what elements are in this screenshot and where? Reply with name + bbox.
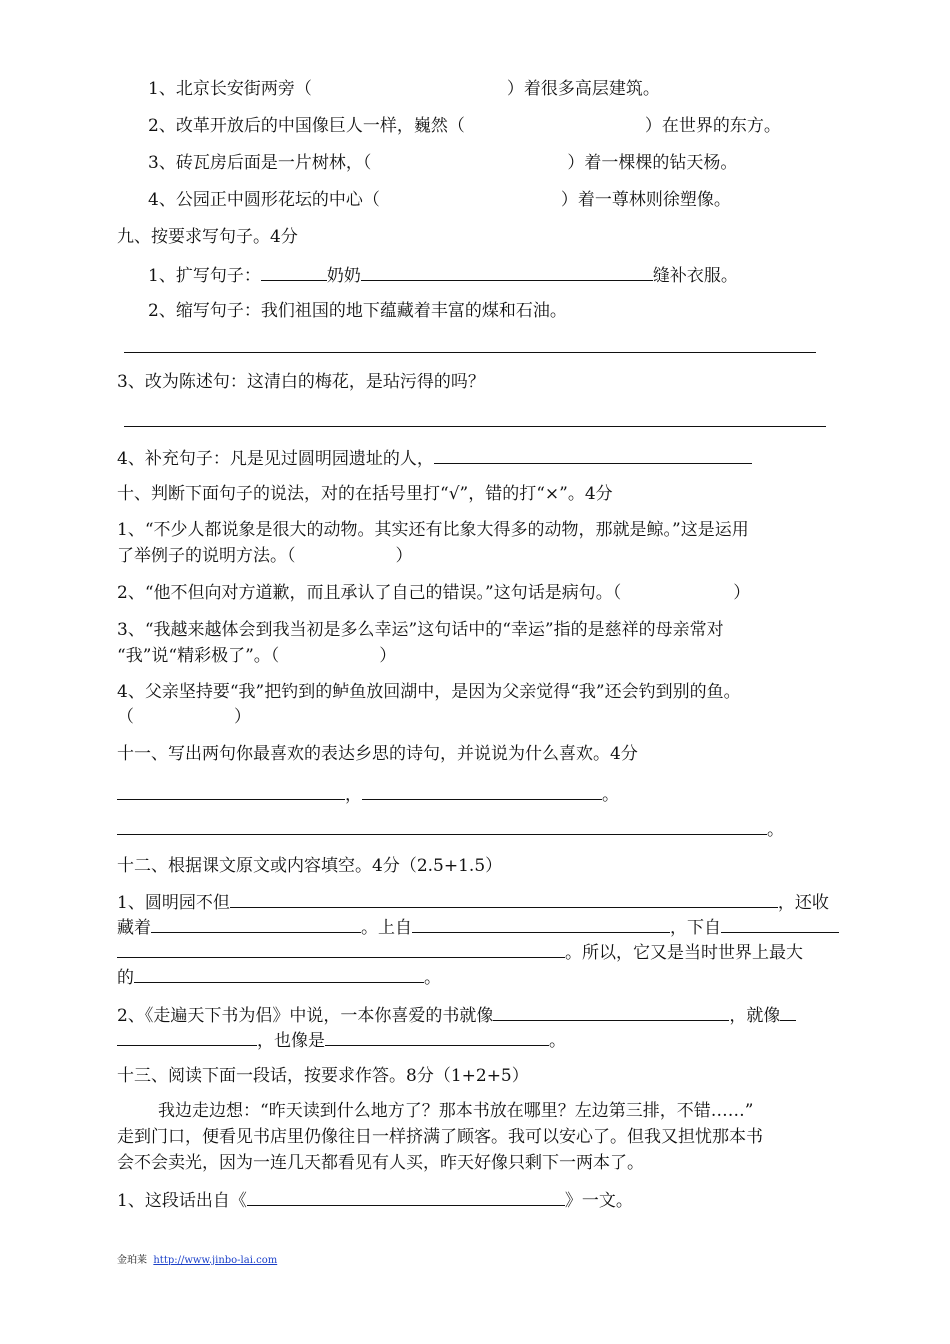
blank[interactable] [325, 1028, 549, 1046]
blank[interactable] [261, 263, 327, 281]
q12-2-line1: 2、《走遍天下书为侣》中说，一本你喜爱的书就像 ，就像 [117, 1003, 796, 1027]
blank[interactable] [247, 1188, 565, 1206]
q10-1-line1: 1、“不少人都说象是很大的动物。其实还有比象大得多的动物，那就是鲸。”这是运用 [117, 520, 749, 540]
blank[interactable] [493, 1003, 729, 1021]
q13-1: 1、这段话出自《 》一文。 [117, 1188, 633, 1212]
blank[interactable] [721, 915, 839, 933]
blank[interactable] [361, 263, 653, 281]
blank[interactable] [117, 940, 565, 958]
q10-4-line2: （ ） [117, 707, 251, 727]
answer-line[interactable] [124, 352, 816, 353]
poem-line-1: ， 。 [117, 782, 619, 806]
reading-passage-line2: 走到门口，便看见书店里仍像往日一样挤满了顾客。我可以安心了。但我又担忧那本书 [117, 1127, 763, 1147]
q10-3-line1: 3、“我越来越体会到我当初是多么幸运”这句话中的“幸运”指的是慈祥的母亲常对 [117, 620, 724, 640]
q12-1-line1: 1、圆明园不但 ，还收 [117, 890, 829, 914]
blank[interactable] [780, 1003, 796, 1021]
blank[interactable] [230, 890, 778, 908]
footer-link[interactable]: http://www.jinbo-lai.com [153, 1255, 278, 1266]
answer-line[interactable] [124, 426, 826, 427]
q9-4: 4、补充句子：凡是见过圆明园遗址的人， [117, 446, 752, 470]
q8-1: 1、北京长安街两旁（ ）着很多高层建筑。 [148, 79, 660, 99]
section-13-title: 十三、阅读下面一段话，按要求作答。8分（1+2+5） [117, 1066, 529, 1086]
blank[interactable] [117, 1028, 257, 1046]
blank[interactable] [151, 915, 361, 933]
q10-2: 2、“他不但向对方道歉，而且承认了自己的错误。”这句话是病句。（ ） [117, 583, 751, 603]
q12-1-line4: 的 。 [117, 965, 441, 989]
q9-3: 3、改为陈述句：这清白的梅花，是玷污得的吗？ [117, 372, 485, 392]
poem-reason-line: 。 [117, 817, 784, 841]
blank[interactable] [134, 965, 424, 983]
q12-1-line3: 。所以，它又是当时世界上最大 [117, 940, 803, 964]
blank[interactable] [117, 817, 767, 835]
q12-2-line2: ，也像是 。 [117, 1028, 566, 1052]
q10-1-line2: 了举例子的说明方法。（ ） [117, 546, 413, 566]
blank[interactable] [412, 915, 670, 933]
q12-1-line2: 藏着 。上自 ，下自 [117, 915, 839, 939]
blank[interactable] [434, 446, 752, 464]
q9-2: 2、缩写句子：我们祖国的地下蕴藏着丰富的煤和石油。 [148, 301, 567, 321]
blank[interactable] [117, 782, 345, 800]
q8-4: 4、公园正中圆形花坛的中心（ ）着一尊林则徐塑像。 [148, 190, 731, 210]
q10-4-line1: 4、父亲坚持要“我”把钓到的鲈鱼放回湖中，是因为父亲觉得“我”还会钓到别的鱼。 [117, 682, 741, 702]
q10-3-line2: “我”说“精彩极了”。（ ） [117, 646, 397, 666]
q9-1: 1、扩写句子： 奶奶 缝补衣服。 [148, 263, 738, 287]
footer: 金珀莱 http://www.jinbo-lai.com [117, 1255, 278, 1266]
q8-3: 3、砖瓦房后面是一片树林，（ ）着一棵棵的钻天杨。 [148, 153, 738, 173]
section-12-title: 十二、根据课文原文或内容填空。4分（2.5+1.5） [117, 856, 503, 876]
q8-2: 2、改革开放后的中国像巨人一样，巍然（ ）在世界的东方。 [148, 116, 781, 136]
blank[interactable] [362, 782, 602, 800]
section-10-title: 十、判断下面句子的说法，对的在括号里打“√”，错的打“×”。4分 [117, 484, 613, 504]
section-11-title: 十一、写出两句你最喜欢的表达乡思的诗句，并说说为什么喜欢。4分 [117, 744, 638, 764]
reading-passage-line3: 会不会卖光，因为一连几天都看见有人买，昨天好像只剩下一两本了。 [117, 1153, 644, 1173]
section-9-title: 九、按要求写句子。4分 [117, 227, 298, 247]
reading-passage-line1: 我边走边想：“昨天读到什么地方了？那本书放在哪里？左边第三排，不错……” [158, 1101, 754, 1121]
